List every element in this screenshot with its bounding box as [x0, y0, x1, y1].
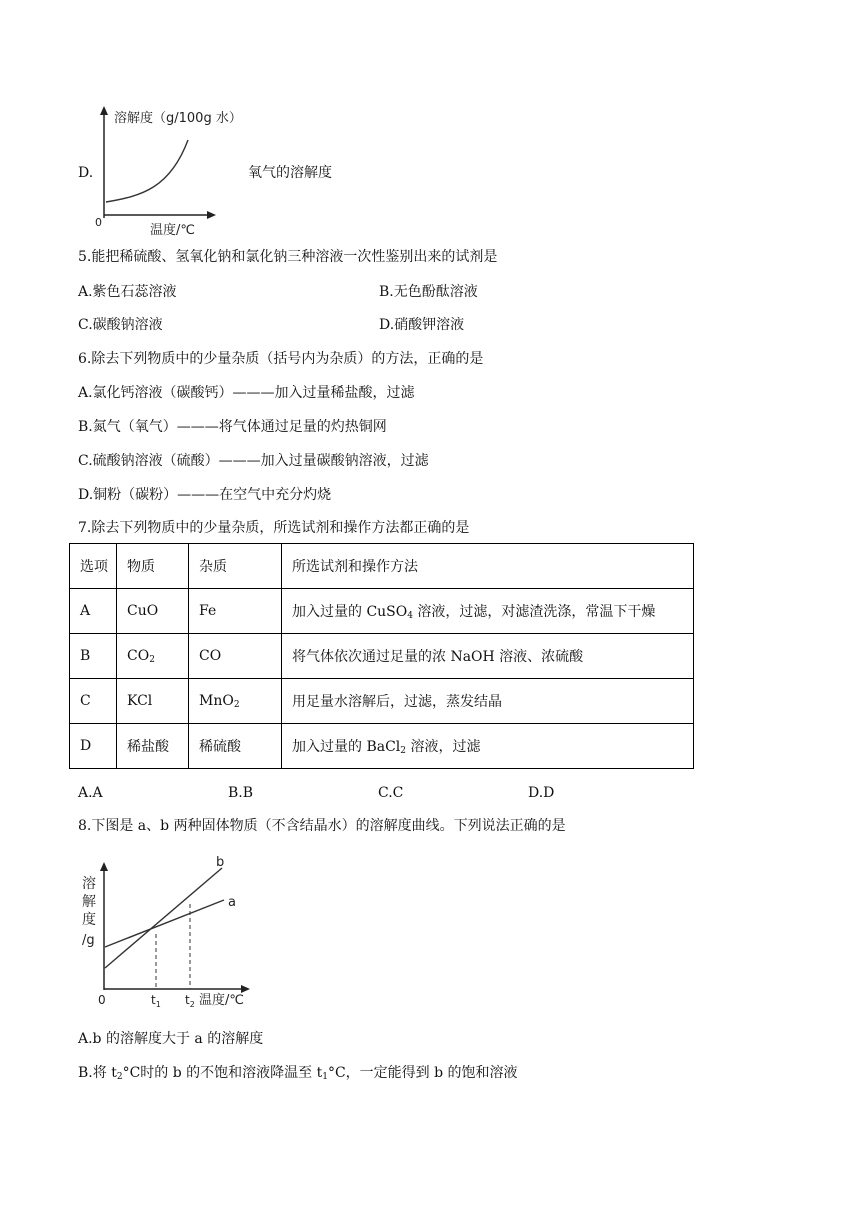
q6-option-d: D.铜粉（碳粉）———在空气中充分灼烧 [78, 487, 332, 503]
q5-option-d: D.硝酸钾溶液 [379, 317, 465, 333]
row-option: C [70, 679, 117, 724]
q7-answer-d: D.D [528, 785, 555, 801]
q8-stem: 8.下图是 a、b 两种固体物质（不含结晶水）的溶解度曲线。下列说法正确的是 [78, 818, 566, 834]
graph-xlabel: 温度/℃ [199, 993, 244, 1008]
q8-solubility-graph [78, 852, 268, 1012]
q4-solubility-graph [92, 100, 252, 238]
q4-option-d-caption: 氧气的溶解度 [248, 165, 332, 181]
row-option: B [70, 634, 117, 679]
row-substance: CuO [117, 589, 189, 634]
header-impurity: 杂质 [189, 544, 282, 589]
q7-table [69, 543, 694, 769]
graph-xlabel: 温度/℃ [150, 223, 195, 238]
header-method: 所选试剂和操作方法 [282, 544, 694, 589]
q7-answer-c: C.C [378, 785, 404, 801]
q5-option-c: C.碳酸钠溶液 [78, 317, 163, 333]
ylabel-char: 度 [82, 912, 96, 928]
q5-stem: 5.能把稀硫酸、氢氧化钠和氯化钠三种溶液一次性鉴别出来的试剂是 [78, 249, 498, 265]
y-axis-arrow [100, 862, 108, 871]
q6-option-b: B.氮气（氧气）———将气体通过足量的灼热铜网 [78, 419, 387, 435]
row-impurity: Fe [189, 589, 282, 634]
table-row [70, 634, 694, 679]
x-axis-arrow [241, 985, 250, 993]
table-row [70, 724, 694, 769]
q6-option-c: C.硫酸钠溶液（硫酸）———加入过量碳酸钠溶液，过滤 [78, 453, 429, 469]
table-row [70, 679, 694, 724]
q6-option-a: A.氯化钙溶液（碳酸钙）———加入过量稀盐酸，过滤 [78, 385, 415, 401]
row-substance: $CO_2$ [117, 634, 189, 679]
row-option: A [70, 589, 117, 634]
graph-origin: 0 [95, 216, 102, 229]
graph-ylabel: 溶解度（g/100g 水） [114, 111, 242, 126]
q7-stem: 7.除去下列物质中的少量杂质，所选试剂和操作方法都正确的是 [78, 520, 470, 536]
header-option: 选项 [70, 544, 117, 589]
row-method: 加入过量的 CuSO$_4$ 溶液，过滤，对滤渣洗涤，常温下干燥 [282, 589, 694, 634]
row-impurity: CO [189, 634, 282, 679]
ylabel-char: /g [82, 933, 95, 948]
curve-b [105, 868, 222, 968]
x-axis-arrow [207, 211, 216, 219]
t2-label: $t_2$ [185, 993, 195, 1009]
q8-option-a: A.b 的溶解度大于 a 的溶解度 [78, 1031, 264, 1047]
row-substance: 稀盐酸 [117, 724, 189, 769]
oxygen-curve [106, 140, 188, 202]
q8-option-b: B.将 $t_2^\circ C$时的 b 的不饱和溶液降温至 $t_1^\circ C$，一定能得到 b 的饱和溶液 [78, 1065, 518, 1082]
row-option: D [70, 724, 117, 769]
row-substance: KCl [117, 679, 189, 724]
row-impurity: 稀硫酸 [189, 724, 282, 769]
row-method: 加入过量的 BaCl$_2$ 溶液，过滤 [282, 724, 694, 769]
q4-option-d-label: D. [78, 165, 94, 181]
ylabel-char: 解 [82, 894, 96, 910]
row-method: 用足量水溶解后，过滤，蒸发结晶 [282, 679, 694, 724]
q5-option-b: B.无色酚酞溶液 [379, 284, 478, 300]
curve-b-label: b [216, 855, 225, 870]
graph-origin: 0 [98, 993, 106, 1007]
t1-label: $t_1$ [151, 993, 161, 1009]
curve-a-label: a [228, 895, 236, 910]
ylabel-char: 溶 [82, 876, 96, 892]
header-substance: 物质 [117, 544, 189, 589]
q7-answer-a: A.A [78, 785, 103, 801]
row-method: 将气体依次通过足量的浓 NaOH 溶液、浓硫酸 [282, 634, 694, 679]
table-row [70, 589, 694, 634]
table-header-row [70, 544, 694, 589]
y-axis-arrow [100, 106, 108, 115]
q7-answer-b: B.B [228, 785, 254, 801]
curve-a [105, 900, 224, 947]
q5-option-a: A.紫色石蕊溶液 [78, 284, 177, 300]
q6-stem: 6.除去下列物质中的少量杂质（括号内为杂质）的方法，正确的是 [78, 351, 484, 367]
row-impurity: MnO$_2$ [189, 679, 282, 724]
